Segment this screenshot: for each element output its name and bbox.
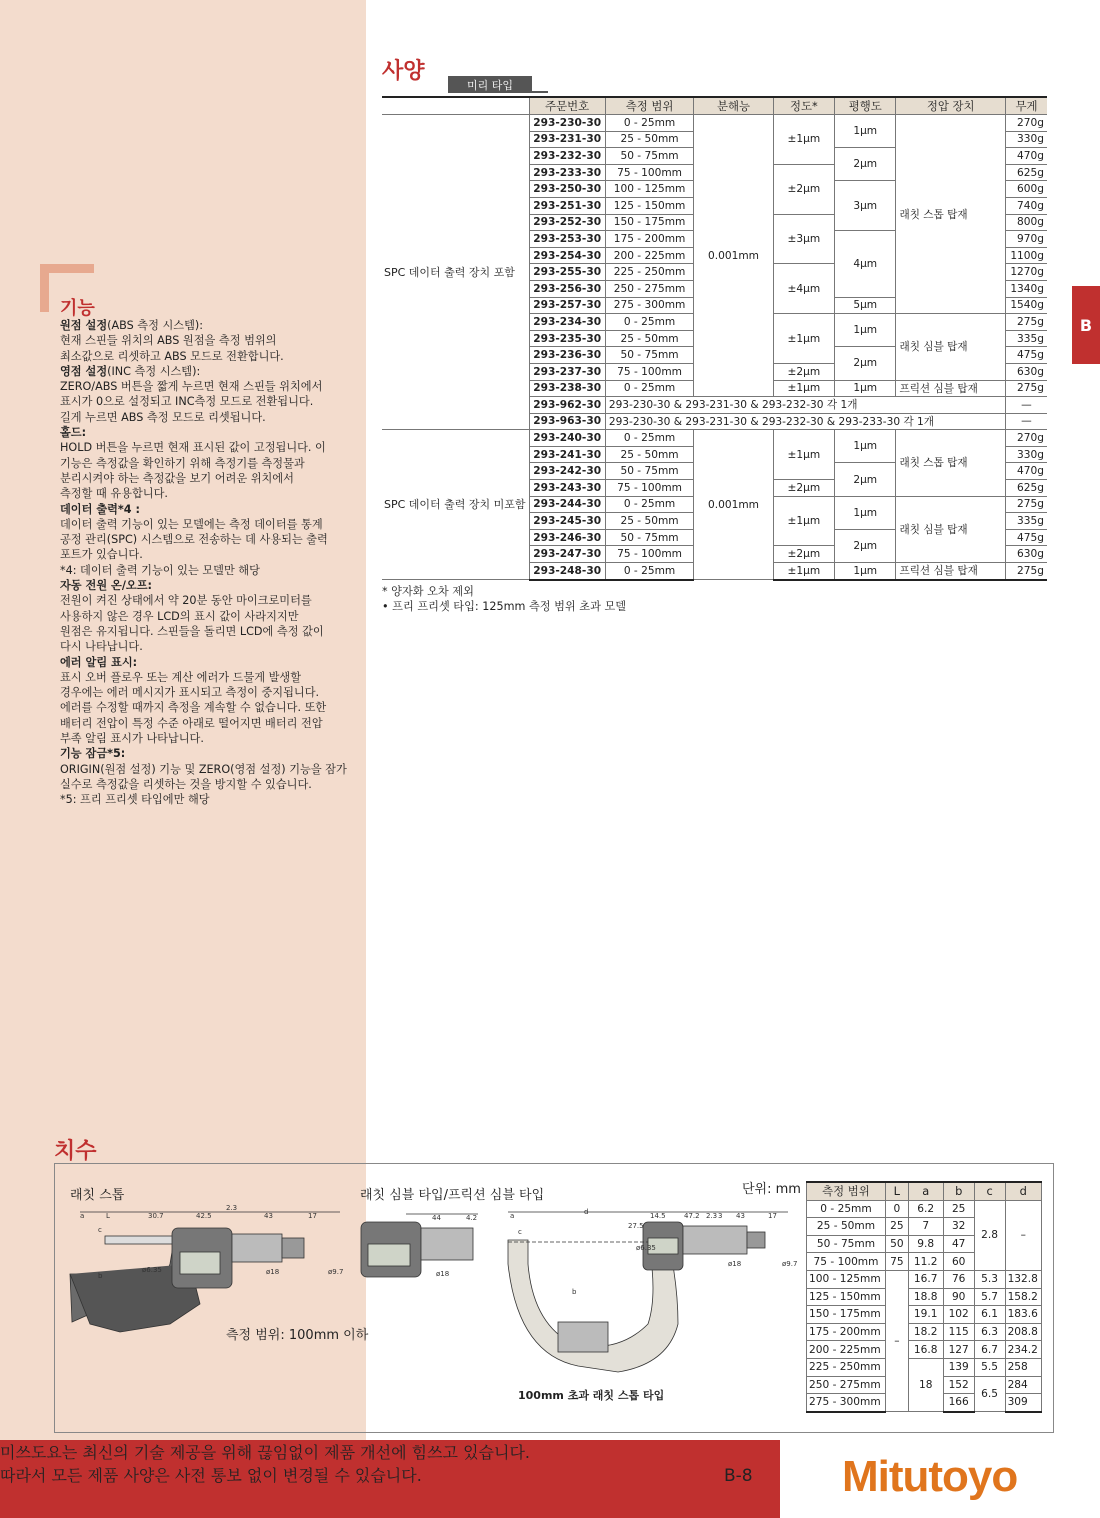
weight: 475g xyxy=(1005,529,1047,546)
weight: 630g xyxy=(1005,546,1047,563)
table-cell: 47 xyxy=(943,1235,974,1253)
features-title: 기능 xyxy=(60,298,95,319)
table-cell: 183.6 xyxy=(1005,1306,1041,1324)
header-weight: 무게 xyxy=(1005,97,1047,115)
table-cell: 115 xyxy=(943,1323,974,1341)
order-code: 293-243-30 xyxy=(529,480,605,497)
table-cell: 309 xyxy=(1005,1394,1041,1412)
feature-line: 기능 잠금*5: xyxy=(60,747,126,761)
weight: 335g xyxy=(1005,513,1047,530)
range: 150 - 175mm xyxy=(605,214,693,231)
dim-text: 17 xyxy=(768,1212,777,1220)
weight: 1100g xyxy=(1005,247,1047,264)
dim-header: L xyxy=(886,1182,909,1200)
table-cell: 2.8 xyxy=(974,1200,1005,1270)
feature-line: 전원이 켜진 상태에서 약 20분 동안 마이크로미터를 xyxy=(60,594,312,608)
order-code: 293-248-30 xyxy=(529,563,605,580)
flatness: 1μm xyxy=(835,314,896,347)
range: 0 - 25mm xyxy=(605,380,693,397)
spec-title: 사양 xyxy=(382,59,425,84)
range: 0 - 25mm xyxy=(605,563,693,580)
table-cell: 275 - 300mm xyxy=(807,1394,886,1412)
table-cell: 18 xyxy=(908,1358,943,1411)
table-cell: 76 xyxy=(943,1270,974,1288)
dim-text: a xyxy=(80,1212,85,1220)
weight: 475g xyxy=(1005,347,1047,364)
table-cell: 18.2 xyxy=(908,1323,943,1341)
section-tab[interactable]: B xyxy=(1072,286,1100,364)
table-cell: 125 - 150mm xyxy=(807,1288,886,1306)
accuracy: ±2μm xyxy=(773,363,834,380)
accuracy: ±1μm xyxy=(773,115,834,165)
table-cell: 166 xyxy=(943,1394,974,1412)
table-cell: 16.8 xyxy=(908,1341,943,1359)
dim-text: ø18 xyxy=(728,1260,742,1268)
feature-line: ZERO/ABS 버튼을 짧게 누르면 현재 스핀들 위치에서 xyxy=(60,380,323,394)
flatness: 1μm xyxy=(835,563,896,580)
dim-text: 17 xyxy=(308,1212,317,1220)
weight: 1270g xyxy=(1005,264,1047,281)
range: 250 - 275mm xyxy=(605,280,693,297)
table-cell: 25 xyxy=(886,1218,909,1236)
range: 200 - 225mm xyxy=(605,247,693,264)
accuracy: ±2μm xyxy=(773,164,834,214)
blank-header xyxy=(382,97,529,115)
table-cell: 75 xyxy=(886,1253,909,1271)
resolution: 0.001mm xyxy=(694,115,773,397)
resolution: 0.001mm xyxy=(694,430,773,580)
weight: — xyxy=(1005,413,1047,430)
dim-text: ø6.35 xyxy=(142,1266,162,1274)
table-row xyxy=(382,430,1047,447)
feature-line: 최소값으로 리셋하고 ABS 모드로 전환합니다. xyxy=(60,349,284,363)
header-flatness: 평행도 xyxy=(835,97,896,115)
table-cell: 250 - 275mm xyxy=(807,1376,886,1394)
badge-underline xyxy=(530,91,548,93)
order-code: 293-245-30 xyxy=(529,513,605,530)
page-number: B-8 xyxy=(724,1466,753,1486)
feature-line: 사용하지 않은 경우 LCD의 표시 값이 사라지지만 xyxy=(60,609,299,623)
weight: 1340g xyxy=(1005,280,1047,297)
weight: 740g xyxy=(1005,197,1047,214)
spec-header-row xyxy=(382,97,1047,115)
feature-line: 측정할 때 유용합니다. xyxy=(60,487,168,501)
dim-text: 2.3 xyxy=(226,1204,238,1212)
dimension-table xyxy=(806,1181,1042,1413)
table-cell: 208.8 xyxy=(1005,1323,1041,1341)
table-row xyxy=(382,115,1047,132)
dim-text: 42.5 xyxy=(196,1212,212,1220)
micrometer-large-drawing xyxy=(498,1204,798,1384)
dim-text: c xyxy=(98,1226,102,1234)
flatness: 2μm xyxy=(835,347,896,380)
table-cell: 11.2 xyxy=(908,1253,943,1271)
feature-line: 데이터 출력*4 : xyxy=(60,502,140,516)
dim-text: 47.2 xyxy=(684,1212,700,1220)
table-cell: 150 - 175mm xyxy=(807,1306,886,1324)
order-code: 293-253-30 xyxy=(529,231,605,248)
flatness: 2μm xyxy=(835,529,896,562)
set-contents: 293-230-30 & 293-231-30 & 293-232-30 & 293-233-30 각 1개 xyxy=(605,413,1005,430)
feature-line: 실수로 측정값을 리셋하는 것을 방지할 수 있습니다. xyxy=(60,777,312,791)
range: 25 - 50mm xyxy=(605,446,693,463)
dim-text: ø6.35 xyxy=(636,1244,656,1252)
label-over100: 100mm 초과 래칫 스톱 타입 xyxy=(518,1389,665,1402)
weight: 270g xyxy=(1005,115,1047,132)
range: 50 - 75mm xyxy=(605,529,693,546)
dim-text: ø18 xyxy=(266,1268,280,1276)
range: 175 - 200mm xyxy=(605,231,693,248)
dim-text: a xyxy=(510,1212,515,1220)
dim-text: b xyxy=(572,1288,577,1296)
feature-line: 경우에는 에러 메시지가 표시되고 측정이 중지됩니다. xyxy=(60,686,320,700)
range: 225 - 250mm xyxy=(605,264,693,281)
order-code: 293-235-30 xyxy=(529,330,605,347)
dim-text: L xyxy=(106,1212,110,1220)
feature-line: 배터리 전압이 특정 수준 아래로 떨어지면 배터리 전압 xyxy=(60,716,323,730)
order-code: 293-247-30 xyxy=(529,546,605,563)
flatness: 1μm xyxy=(835,430,896,463)
feature-line: 분리시켜야 하는 측정값을 보기 어려운 위치에서 xyxy=(60,471,294,485)
weight: 625g xyxy=(1005,164,1047,181)
table-cell: 100 - 125mm xyxy=(807,1270,886,1288)
micrometer-ratchet-drawing xyxy=(60,1204,350,1334)
weight: 600g xyxy=(1005,181,1047,198)
mitutoyo-logo: Mitutoyo xyxy=(842,1452,1018,1501)
order-code: 293-231-30 xyxy=(529,131,605,148)
dim-text: 2.3 xyxy=(706,1212,718,1220)
accuracy: ±2μm xyxy=(773,546,834,563)
weight: 1540g xyxy=(1005,297,1047,314)
flatness: 2μm xyxy=(835,148,896,181)
range: 0 - 25mm xyxy=(605,314,693,331)
table-cell: 32 xyxy=(943,1218,974,1236)
feature-line: 원점은 유지됩니다. 스핀들을 돌리면 LCD에 측정 값이 xyxy=(60,624,324,638)
accuracy: ±1μm xyxy=(773,563,834,580)
range: 125 - 150mm xyxy=(605,197,693,214)
weight: 335g xyxy=(1005,330,1047,347)
feature-line: 길게 누르면 ABS 측정 모드로 리셋됩니다. xyxy=(60,410,266,424)
constant-force: 프릭션 심블 탑재 xyxy=(896,563,1005,580)
header-resolution: 분해능 xyxy=(694,97,773,115)
accuracy: ±4μm xyxy=(773,264,834,314)
table-cell: 6.7 xyxy=(974,1341,1005,1359)
table-row xyxy=(807,1288,1042,1306)
range: 275 - 300mm xyxy=(605,297,693,314)
feature-line: 데이터 출력 기능이 있는 모델에는 측정 데이터를 통계 xyxy=(60,517,323,531)
weight: 630g xyxy=(1005,363,1047,380)
feature-line: 영점 설정(INC 측정 시스템): xyxy=(60,364,201,378)
table-cell: 9.8 xyxy=(908,1235,943,1253)
table-cell: 5.7 xyxy=(974,1288,1005,1306)
accuracy: ±2μm xyxy=(773,480,834,497)
table-row xyxy=(807,1323,1042,1341)
range: 25 - 50mm xyxy=(605,330,693,347)
weight: 330g xyxy=(1005,131,1047,148)
order-code: 293-256-30 xyxy=(529,280,605,297)
table-cell: 132.8 xyxy=(1005,1270,1041,1288)
table-cell: 225 - 250mm xyxy=(807,1358,886,1376)
range: 25 - 50mm xyxy=(605,131,693,148)
table-cell: 5.3 xyxy=(974,1270,1005,1288)
table-cell: 175 - 200mm xyxy=(807,1323,886,1341)
label-ratchet-stop: 래칫 스톱 xyxy=(70,1188,125,1203)
constant-force: 래칫 심블 탑재 xyxy=(896,496,1005,562)
table-cell: 200 - 225mm xyxy=(807,1341,886,1359)
table-cell: 102 xyxy=(943,1306,974,1324)
dim-header: d xyxy=(1005,1182,1041,1200)
footer-notice xyxy=(0,1440,530,1486)
table-cell: 6.5 xyxy=(974,1376,1005,1412)
dim-text: ø9.7 xyxy=(328,1268,344,1276)
dim-text: 30.7 xyxy=(148,1212,164,1220)
dim-text: c xyxy=(518,1228,522,1236)
dim-header: b xyxy=(943,1182,974,1200)
order-code: 293-242-30 xyxy=(529,463,605,480)
feature-line: 포트가 있습니다. xyxy=(60,548,143,562)
header-accuracy: 정도* xyxy=(773,97,834,115)
order-code: 293-233-30 xyxy=(529,164,605,181)
feature-line: 다시 나타납니다. xyxy=(60,640,143,654)
table-cell: 18.8 xyxy=(908,1288,943,1306)
order-code: 293-257-30 xyxy=(529,297,605,314)
weight: 970g xyxy=(1005,231,1047,248)
order-code: 293-251-30 xyxy=(529,197,605,214)
range: 75 - 100mm xyxy=(605,546,693,563)
feature-line: 자동 전원 온/오프: xyxy=(60,579,152,593)
dim-text: b xyxy=(98,1272,103,1280)
table-cell: 5.5 xyxy=(974,1358,1005,1376)
weight: 275g xyxy=(1005,314,1047,331)
feature-line: 에러 알림 표시: xyxy=(60,655,138,669)
table-cell: 234.2 xyxy=(1005,1341,1041,1359)
spec-notes xyxy=(382,584,626,614)
table-cell: – xyxy=(1005,1200,1041,1270)
feature-line: *5: 프리 프리셋 타입에만 해당 xyxy=(60,793,210,807)
table-cell: 139 xyxy=(943,1358,974,1376)
accuracy: ±1μm xyxy=(773,380,834,397)
table-cell: 50 - 75mm xyxy=(807,1235,886,1253)
order-code: 293-236-30 xyxy=(529,347,605,364)
range: 0 - 25mm xyxy=(605,115,693,132)
order-code: 293-255-30 xyxy=(529,264,605,281)
table-row xyxy=(807,1358,1042,1376)
features-text xyxy=(60,318,350,808)
table-cell: 152 xyxy=(943,1376,974,1394)
table-cell: 25 xyxy=(943,1200,974,1218)
weight: 275g xyxy=(1005,563,1047,580)
order-code: 293-252-30 xyxy=(529,214,605,231)
flatness: 1μm xyxy=(835,380,896,397)
table-cell: 75 - 100mm xyxy=(807,1253,886,1271)
table-cell: 127 xyxy=(943,1341,974,1359)
constant-force: 래칫 심블 탑재 xyxy=(896,314,1005,380)
table-cell: 50 xyxy=(886,1235,909,1253)
order-code: 293-240-30 xyxy=(529,430,605,447)
label-range-note: 측정 범위: 100mm 이하 xyxy=(226,1328,369,1343)
table-cell: 6.3 xyxy=(974,1323,1005,1341)
dim-text: 4.2 xyxy=(466,1214,478,1222)
table-cell: 6.2 xyxy=(908,1200,943,1218)
weight: 625g xyxy=(1005,480,1047,497)
table-cell: 90 xyxy=(943,1288,974,1306)
table-row xyxy=(807,1200,1042,1218)
constant-force: 프릭션 심블 탑재 xyxy=(896,380,1005,397)
order-code: 293-237-30 xyxy=(529,363,605,380)
feature-line: 공정 관리(SPC) 시스템으로 전송하는 데 사용되는 출력 xyxy=(60,533,328,547)
range: 75 - 100mm xyxy=(605,363,693,380)
dim-text: 3 xyxy=(718,1212,723,1220)
order-code: 293-244-30 xyxy=(529,496,605,513)
range: 50 - 75mm xyxy=(605,148,693,165)
table-cell: 158.2 xyxy=(1005,1288,1041,1306)
table-cell: 284 xyxy=(1005,1376,1041,1394)
dim-text: 14.5 xyxy=(650,1212,666,1220)
accuracy: ±1μm xyxy=(773,314,834,364)
weight: 270g xyxy=(1005,430,1047,447)
range: 75 - 100mm xyxy=(605,480,693,497)
range: 50 - 75mm xyxy=(605,347,693,364)
weight: 470g xyxy=(1005,463,1047,480)
table-cell: – xyxy=(886,1270,909,1411)
dim-text: 44 xyxy=(432,1214,441,1222)
order-code: 293-232-30 xyxy=(529,148,605,165)
table-cell: 258 xyxy=(1005,1358,1041,1376)
order-code: 293-962-30 xyxy=(529,397,605,414)
footer-line: 따라서 모든 제품 사양은 사전 통보 없이 변경될 수 있습니다. xyxy=(0,1466,422,1485)
table-cell: 60 xyxy=(943,1253,974,1271)
table-row xyxy=(807,1341,1042,1359)
feature-line: 원점 설정(ABS 측정 시스템): xyxy=(60,319,204,332)
set-contents: 293-230-30 & 293-231-30 & 293-232-30 각 1개 xyxy=(605,397,1005,414)
weight: — xyxy=(1005,397,1047,414)
dim-text: 27.5 xyxy=(628,1222,644,1230)
flatness: 5μm xyxy=(835,297,896,314)
range: 50 - 75mm xyxy=(605,463,693,480)
group-spc: SPC 데이터 출력 장치 포함 xyxy=(382,115,529,430)
dim-text: ø18 xyxy=(436,1270,450,1278)
feature-line: HOLD 버튼을 누르면 현재 표시된 값이 고정됩니다. 이 xyxy=(60,441,326,455)
spec-table xyxy=(382,96,1047,581)
feature-line: 기능은 측정값을 확인하기 위해 측정기를 측정물과 xyxy=(60,456,305,470)
constant-force: 래칫 스톱 탑재 xyxy=(896,430,1005,496)
footer-line: 미쓰도요는 최신의 기술 제공을 위해 끊임없이 제품 개선에 힘쓰고 있습니다. xyxy=(0,1443,530,1462)
dim-header: 측정 범위 xyxy=(807,1182,886,1200)
table-cell: 19.1 xyxy=(908,1306,943,1324)
table-row xyxy=(807,1270,1042,1288)
order-code: 293-230-30 xyxy=(529,115,605,132)
order-code: 293-234-30 xyxy=(529,314,605,331)
feature-line: 부족 알림 표시가 나타납니다. xyxy=(60,732,204,746)
feature-line: 표시가 0으로 설정되고 INC측정 모드로 전환됩니다. xyxy=(60,395,314,409)
weight: 275g xyxy=(1005,380,1047,397)
feature-line: 현재 스핀들 위치의 ABS 원점을 측정 범위의 xyxy=(60,334,277,348)
dim-header: c xyxy=(974,1182,1005,1200)
table-cell: 0 - 25mm xyxy=(807,1200,886,1218)
flatness: 3μm xyxy=(835,181,896,231)
weight: 330g xyxy=(1005,446,1047,463)
range: 100 - 125mm xyxy=(605,181,693,198)
dim-text: 43 xyxy=(736,1212,745,1220)
dim-text: ø9.7 xyxy=(782,1260,798,1268)
accuracy: ±3μm xyxy=(773,214,834,264)
table-cell: 0 xyxy=(886,1200,909,1218)
constant-force: 래칫 스톱 탑재 xyxy=(896,115,1005,314)
header-code: 주문번호 xyxy=(529,97,605,115)
feature-line: 홀드: xyxy=(60,426,87,440)
weight: 275g xyxy=(1005,496,1047,513)
range: 0 - 25mm xyxy=(605,430,693,447)
order-code: 293-246-30 xyxy=(529,529,605,546)
flatness: 1μm xyxy=(835,115,896,148)
table-row xyxy=(807,1182,1042,1200)
order-code: 293-241-30 xyxy=(529,446,605,463)
feature-line: ORIGIN(원점 설정) 기능 및 ZERO(영점 설정) 기능을 잠가 xyxy=(60,762,347,776)
accuracy: ±1μm xyxy=(773,430,834,480)
dim-header: a xyxy=(908,1182,943,1200)
table-row xyxy=(807,1306,1042,1324)
flatness: 4μm xyxy=(835,231,896,297)
feature-line: 에러를 수정할 때까지 측정을 계속할 수 없습니다. 또한 xyxy=(60,701,327,715)
dim-title: 치수 xyxy=(54,1139,97,1164)
order-code: 293-963-30 xyxy=(529,413,605,430)
feature-line: *4: 데이터 출력 기능이 있는 모델만 해당 xyxy=(60,563,260,577)
note: * 양자화 오차 제외 xyxy=(382,585,474,598)
weight: 470g xyxy=(1005,148,1047,165)
dim-text: 43 xyxy=(264,1212,273,1220)
table-cell: 6.1 xyxy=(974,1306,1005,1324)
table-cell: 7 xyxy=(908,1218,943,1236)
weight: 800g xyxy=(1005,214,1047,231)
note: • 프리 프리셋 타입: 125mm 측정 범위 초과 모델 xyxy=(382,600,627,613)
group-nospc: SPC 데이터 출력 장치 미포함 xyxy=(382,430,529,580)
range: 0 - 25mm xyxy=(605,496,693,513)
range: 25 - 50mm xyxy=(605,513,693,530)
preset-badge: 미리 타입 xyxy=(448,76,532,93)
header-range: 측정 범위 xyxy=(605,97,693,115)
table-cell: 25 - 50mm xyxy=(807,1218,886,1236)
table-cell: 16.7 xyxy=(908,1270,943,1288)
dim-text: d xyxy=(584,1208,589,1216)
micrometer-thimble-drawing xyxy=(356,1210,486,1290)
label-unit: 단위: mm xyxy=(742,1182,801,1197)
feature-line: 표시 오버 플로우 또는 계산 에러가 드물게 발생할 xyxy=(60,670,302,684)
header-force: 정압 장치 xyxy=(896,97,1005,115)
order-code: 293-238-30 xyxy=(529,380,605,397)
range: 75 - 100mm xyxy=(605,164,693,181)
order-code: 293-254-30 xyxy=(529,247,605,264)
order-code: 293-250-30 xyxy=(529,181,605,198)
flatness: 1μm xyxy=(835,496,896,529)
flatness: 2μm xyxy=(835,463,896,496)
label-thimble-types: 래칫 심블 타입/프릭션 심블 타입 xyxy=(360,1188,545,1203)
accuracy: ±1μm xyxy=(773,496,834,546)
